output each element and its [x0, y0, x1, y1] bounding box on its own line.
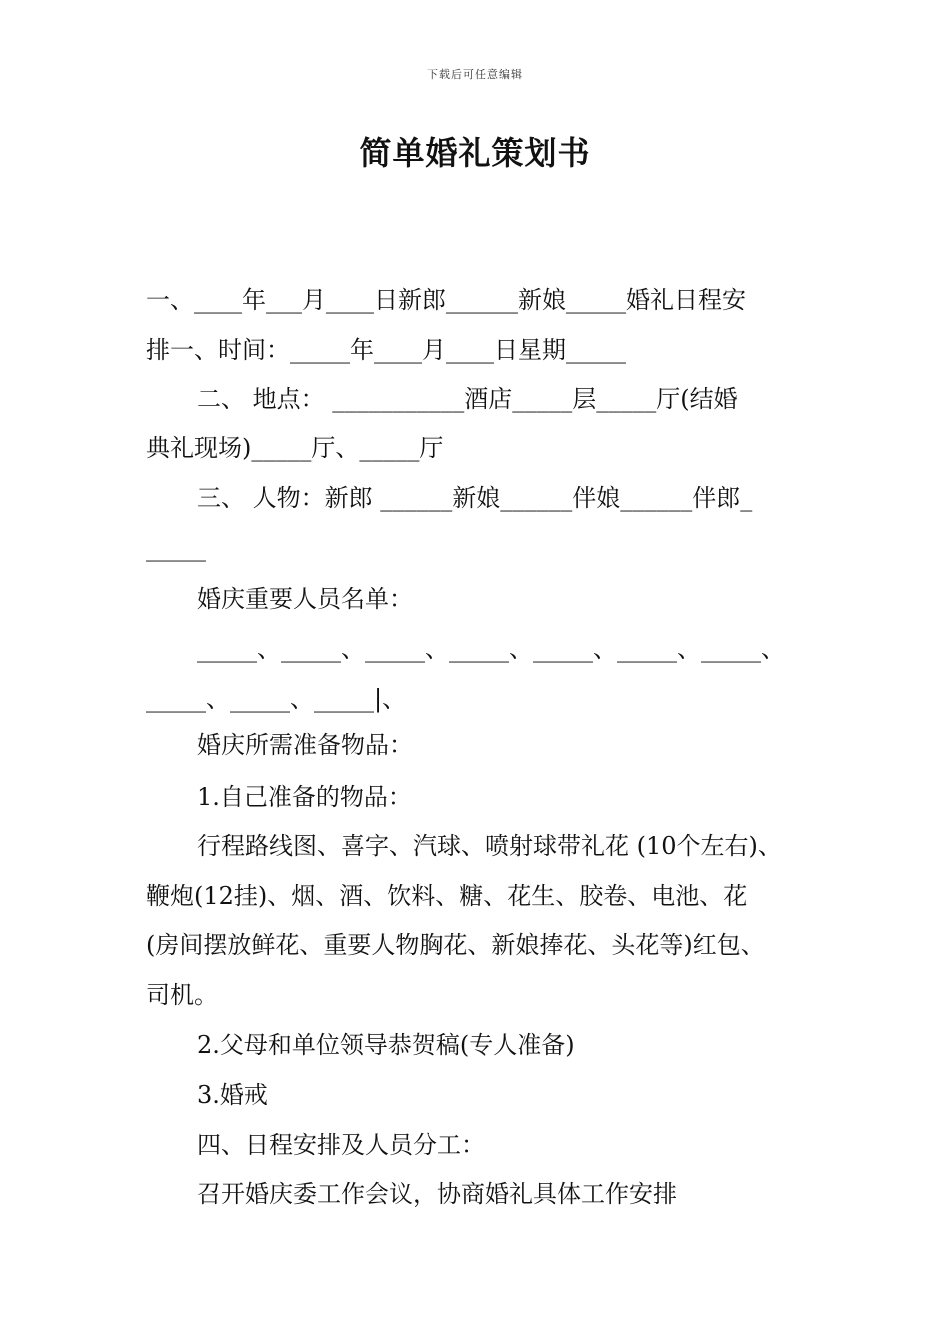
header-note: 下载后可任意编辑 [427, 68, 523, 81]
line-items-self: 1.自己准备的物品： [197, 783, 412, 811]
line-location: 二、 地点： ___________酒店_____层_____厅(结婚 [197, 385, 738, 413]
line-staff-blanks-cont: _____、_____、_____|、 [146, 685, 407, 713]
line-staff-blanks: _____、_____、_____、_____、_____、_____、_____、 [197, 635, 785, 663]
line-location-cont: 典礼现场)_____厅、_____厅 [146, 434, 444, 462]
line-items-rings: 3.婚戒 [197, 1081, 268, 1109]
document-title: 简单婚礼策划书 [359, 134, 591, 172]
line-persons-cont: _____ [146, 534, 206, 562]
line-items-heading: 婚庆所需准备物品： [197, 731, 413, 759]
line-items-list-2: 鞭炮(12挂)、烟、酒、饮料、糖、花生、胶卷、电池、花 [146, 882, 748, 910]
line-items-list-1: 行程路线图、喜字、汽球、喷射球带礼花 (10个左右)、 [197, 832, 782, 860]
line-persons: 三、 人物：新郎 ______新娘______伴娘______伴郎_ [197, 484, 753, 512]
line-time: 排一、时间：_____年____月____日星期_____ [146, 336, 626, 364]
line-schedule-meeting: 召开婚庆委工作会议，协商婚礼具体工作安排 [197, 1180, 677, 1208]
line-staff-heading: 婚庆重要人员名单： [197, 585, 413, 613]
line-items-list-3: (房间摆放鲜花、重要人物胸花、新娘捧花、头花等)红包、 [146, 931, 765, 959]
line-schedule-heading: 四、日程安排及人员分工： [197, 1131, 485, 1159]
line-items-list-4: 司机。 [146, 981, 218, 1009]
line-items-speech: 2.父母和单位领导恭贺稿(专人准备) [197, 1031, 575, 1059]
line-date-couple: 一、____年___月____日新郎______新娘_____婚礼日程安 [146, 286, 746, 314]
